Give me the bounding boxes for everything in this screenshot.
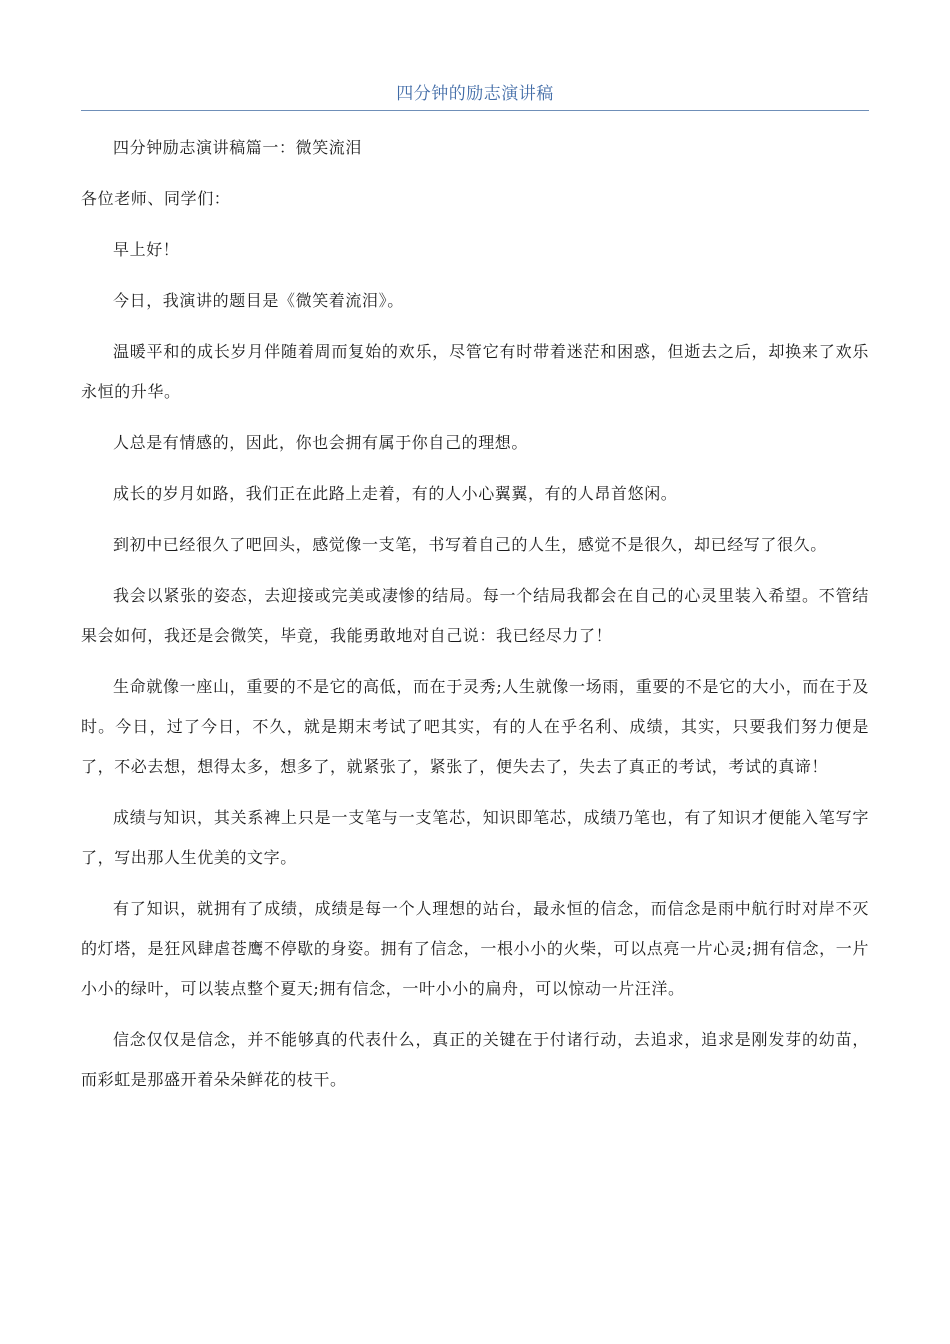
- page-header: [81, 82, 869, 111]
- paragraph: 人总是有情感的，因此，你也会拥有属于你自己的理想。: [113, 433, 529, 452]
- paragraph: 今日，我演讲的题目是《微笑着流泪》。: [113, 291, 404, 310]
- paragraph: 生命就像一座山，重要的不是它的高低，而在于灵秀;人生就像一场雨，重要的不是它的大小，而在于及时。今日，过了今日，不久，就是期末考试了吧其实，有的人在乎名利、成绩，其实，只要我们努力便是了，不必去想，想得太多，想多了，就紧张了，紧张了，便失去了，失去了真正的考试，考试的真谛！: [81, 677, 869, 776]
- document-body: [81, 128, 869, 1111]
- paragraph: 成长的岁月如路，我们正在此路上走着，有的人小心翼翼，有的人昂首悠闲。: [113, 484, 678, 503]
- paragraph: 信念仅仅是信念，并不能够真的代表什么，真正的关键在于付诸行动，去追求，追求是刚发芽的幼苗，而彩虹是那盛开着朵朵鲜花的枝干。: [81, 1030, 869, 1089]
- paragraph: 我会以紧张的姿态，去迎接或完美或凄惨的结局。每一个结局我都会在自己的心灵里装入希望。不管结果会如何，我还是会微笑，毕竟，我能勇敢地对自己说：我已经尽力了！: [81, 586, 869, 645]
- page-title: 四分钟的励志演讲稿: [396, 84, 554, 104]
- paragraph: 有了知识，就拥有了成绩，成绩是每一个人理想的站台，最永恒的信念，而信念是雨中航行时对岸不灭的灯塔，是狂风肆虐苍鹰不停歇的身姿。拥有了信念，一根小小的火柴，可以点亮一片心灵;拥有信念，一片小小的绿叶，可以装点整个夏天;拥有信念，一叶小小的扁舟，可以惊动一片汪洋。: [81, 899, 869, 998]
- paragraph-salutation: 各位老师、同学们：: [81, 189, 231, 208]
- paragraph-greeting: 早上好！: [113, 240, 180, 259]
- paragraph: 成绩与知识，其关系裨上只是一支笔与一支笔芯，知识即笔芯，成绩乃笔也，有了知识才便能入笔写字了，写出那人生优美的文字。: [81, 808, 869, 867]
- paragraph-subtitle: 四分钟励志演讲稿篇一：微笑流泪: [113, 138, 363, 157]
- paragraph: 到初中已经很久了吧回头，感觉像一支笔，书写着自己的人生，感觉不是很久，却已经写了很久。: [113, 535, 827, 554]
- paragraph: 温暖平和的成长岁月伴随着周而复始的欢乐，尽管它有时带着迷茫和困惑，但逝去之后，却换来了欢乐永恒的升华。: [81, 342, 869, 401]
